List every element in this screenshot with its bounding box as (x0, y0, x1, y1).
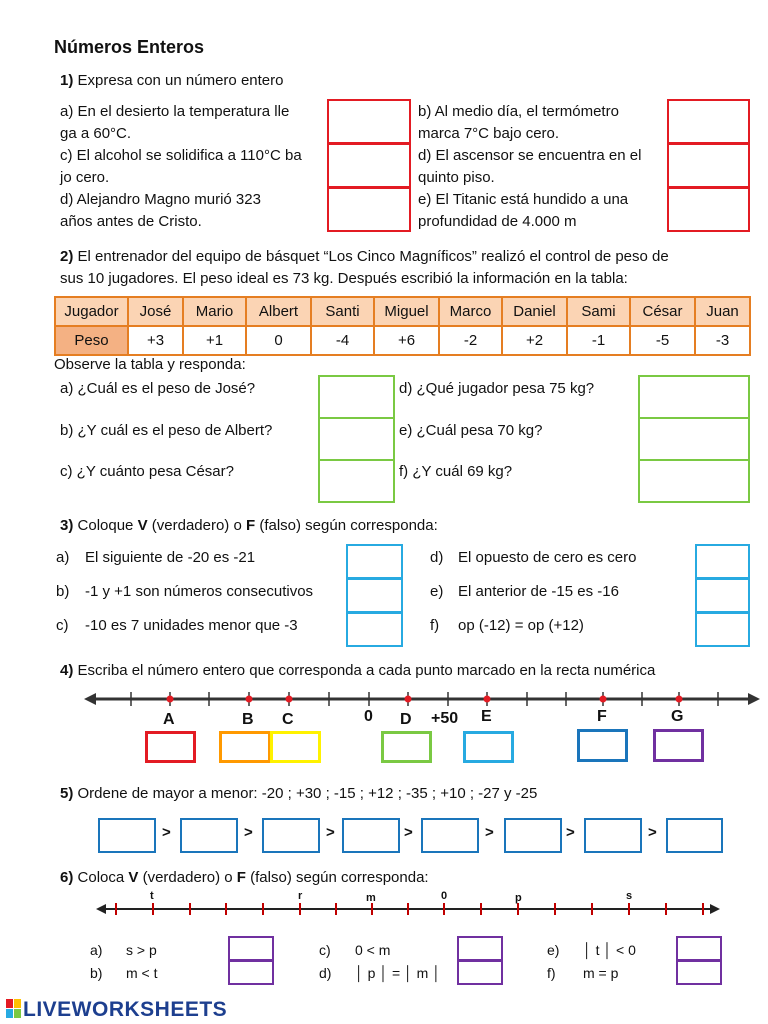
q2-line1: 2) El entrenador del equipo de básquet “Los Cinco Magníficos” realizó el control de peso de (60, 248, 669, 265)
q2-question-f: f) ¿Y cuál 69 kg? (399, 463, 513, 480)
q6-f-letter: f) (547, 965, 556, 981)
table-cell: Daniel (502, 297, 567, 326)
q1-a-line1: a) En el desierto la temperatura lle (60, 103, 290, 120)
greater-than-2: > (244, 824, 253, 841)
tf-box-6b[interactable] (228, 960, 274, 985)
answer-box-b[interactable] (219, 731, 271, 763)
tf-box-6d[interactable] (457, 960, 503, 985)
table-cell: Jugador (55, 297, 128, 326)
line-label-m: m (366, 892, 376, 904)
q6-b-text: m < t (126, 965, 158, 981)
q6-e-letter: e) (547, 942, 560, 958)
q2-question-a: a) ¿Cuál es el peso de José? (60, 380, 256, 397)
q3-a-letter: a) (56, 549, 70, 566)
q3-c-text: -10 es 7 unidades menor que -3 (85, 617, 298, 634)
page-title: Números Enteros (54, 37, 205, 57)
q6-c-letter: c) (319, 942, 331, 958)
liveworksheets-logo (6, 998, 227, 1022)
liveworksheets-icon (6, 999, 22, 1019)
q1-a-line2: ga a 60°C. (60, 125, 132, 142)
q3-b-letter: b) (56, 583, 70, 600)
q5-prompt: 5) Ordene de mayor a menor: -20 ; +30 ; -15 ; +12 ; -35 ; +10 ; -27 y -25 (60, 785, 538, 802)
point-a-label: A (163, 711, 175, 728)
line-label-s: s (626, 890, 633, 902)
q4-prompt: 4) Escriba el número entero que corresponda a cada punto marcado en la recta numérica (60, 662, 656, 679)
q6-a-letter: a) (90, 942, 103, 958)
point-f-label: F (597, 708, 607, 725)
tf-box-6c[interactable] (457, 936, 503, 961)
order-box-4[interactable] (342, 818, 400, 853)
order-box-5[interactable] (421, 818, 479, 853)
point-a-marker (167, 696, 174, 703)
q6-d-letter: d) (319, 965, 332, 981)
line-label-t: t (150, 890, 154, 902)
table-cell: Albert (246, 297, 311, 326)
order-box-7[interactable] (584, 818, 642, 853)
point-d-marker (405, 696, 412, 703)
table-cell: Mario (183, 297, 246, 326)
q3-prompt: 3) Coloque V (verdadero) o F (falso) según corresponda: (60, 517, 438, 534)
table-cell: Marco (439, 297, 502, 326)
q1-prompt: 1) Expresa con un número entero (60, 72, 284, 89)
greater-than-1: > (162, 824, 171, 841)
table-cell: 0 (246, 326, 311, 355)
order-box-1[interactable] (98, 818, 156, 853)
tf-box-6e[interactable] (676, 936, 722, 961)
q2-line2: sus 10 jugadores. El peso ideal es 73 kg. Después escribió la información en la tabla: (60, 270, 628, 287)
q6-e-text: │ t │ < 0 (583, 942, 636, 958)
q3-b-text: -1 y +1 son números consecutivos (85, 583, 314, 600)
q6-d-text: │ p │ = │ m │ (355, 965, 441, 981)
table-cell: Sami (567, 297, 630, 326)
liveworksheets-brand: LIVEWORKSHEETS (23, 998, 228, 1021)
q3-a-text: El siguiente de -20 es -21 (85, 549, 256, 566)
answer-box-e[interactable] (463, 731, 514, 763)
q1-d-line1: d) Alejandro Magno murió 323 (60, 191, 261, 208)
q1-d-line2: años antes de Cristo. (60, 213, 202, 230)
table-cell: -3 (695, 326, 750, 355)
line-label-p: p (515, 892, 522, 904)
order-box-3[interactable] (262, 818, 320, 853)
q6-b-letter: b) (90, 965, 103, 981)
answer-box-d[interactable] (381, 731, 432, 763)
q2-question-b: b) ¿Y cuál es el peso de Albert? (60, 422, 273, 439)
zero-label: 0 (364, 708, 373, 725)
q3-f-letter: f) (430, 617, 440, 634)
greater-than-7: > (648, 824, 657, 841)
q1-b-line2: marca 7°C bajo cero. (418, 125, 560, 142)
q3-d-letter: d) (430, 549, 444, 566)
q3-e-letter: e) (430, 583, 444, 600)
point-d-label: D (400, 711, 412, 728)
q1-d2-line1: d) El ascensor se encuentra en el (418, 147, 642, 164)
greater-than-3: > (326, 824, 335, 841)
answer-box-a[interactable] (145, 731, 196, 763)
point-f-marker (600, 696, 607, 703)
number-line-q4 (84, 692, 760, 706)
q1-e-line2: profundidad de 4.000 m (418, 213, 577, 230)
q2-question-c: c) ¿Y cuánto pesa César? (60, 463, 234, 480)
point-g-marker (676, 696, 683, 703)
point-g-label: G (671, 708, 684, 725)
greater-than-4: > (404, 824, 413, 841)
table-cell: -4 (311, 326, 374, 355)
answer-box-c[interactable] (270, 731, 321, 763)
point-c-marker (286, 696, 293, 703)
table-cell: Juan (695, 297, 750, 326)
table-cell: Peso (55, 326, 128, 355)
table-cell: José (128, 297, 183, 326)
table-cell: +2 (502, 326, 567, 355)
q6-a-text: s > p (126, 942, 157, 958)
q1-c-line1: c) El alcohol se solidifica a 110°C ba (60, 147, 302, 164)
q3-c-letter: c) (56, 617, 69, 634)
tf-box-6f[interactable] (676, 960, 722, 985)
order-box-2[interactable] (180, 818, 238, 853)
q3-e-text: El anterior de -15 es -16 (458, 583, 619, 600)
q1-d2-line2: quinto piso. (418, 169, 495, 186)
q6-c-text: 0 < m (355, 942, 391, 958)
point-e-label: E (481, 708, 492, 725)
order-box-6[interactable] (504, 818, 562, 853)
line-label-zero: 0 (441, 890, 448, 902)
tf-box-6a[interactable] (228, 936, 274, 961)
q6-prompt: 6) Coloca V (verdadero) o F (falso) según corresponda: (60, 869, 429, 886)
q2-question-e: e) ¿Cuál pesa 70 kg? (399, 422, 543, 439)
table-cell: Miguel (374, 297, 439, 326)
point-e-marker (484, 696, 491, 703)
table-cell: +1 (183, 326, 246, 355)
q1-e-line1: e) El Titanic está hundido a una (418, 191, 629, 208)
table-cell: -2 (439, 326, 502, 355)
table-cell: Santi (311, 297, 374, 326)
q3-d-text: El opuesto de cero es cero (458, 549, 637, 566)
table-cell: -5 (630, 326, 695, 355)
table-cell: +6 (374, 326, 439, 355)
line-label-r: r (298, 890, 303, 902)
greater-than-6: > (566, 824, 575, 841)
table-cell: César (630, 297, 695, 326)
table-cell: +3 (128, 326, 183, 355)
answer-box-g[interactable] (653, 729, 704, 762)
table-cell: -1 (567, 326, 630, 355)
q2-question-d: d) ¿Qué jugador pesa 75 kg? (399, 380, 595, 397)
point-c-label: C (282, 711, 294, 728)
answer-box-f[interactable] (577, 729, 628, 762)
q1-c-line2: jo cero. (60, 169, 110, 186)
q3-f-text: op (-12) = op (+12) (458, 617, 584, 634)
plus-fifty-label: +50 (431, 710, 459, 727)
order-box-8[interactable] (666, 818, 723, 853)
q6-f-text: m = p (583, 965, 619, 981)
greater-than-5: > (485, 824, 494, 841)
q1-b-line1: b) Al medio día, el termómetro (418, 103, 619, 120)
point-b-label: B (242, 711, 254, 728)
q2-observe: Observe la tabla y responda: (54, 356, 246, 373)
point-b-marker (246, 696, 253, 703)
